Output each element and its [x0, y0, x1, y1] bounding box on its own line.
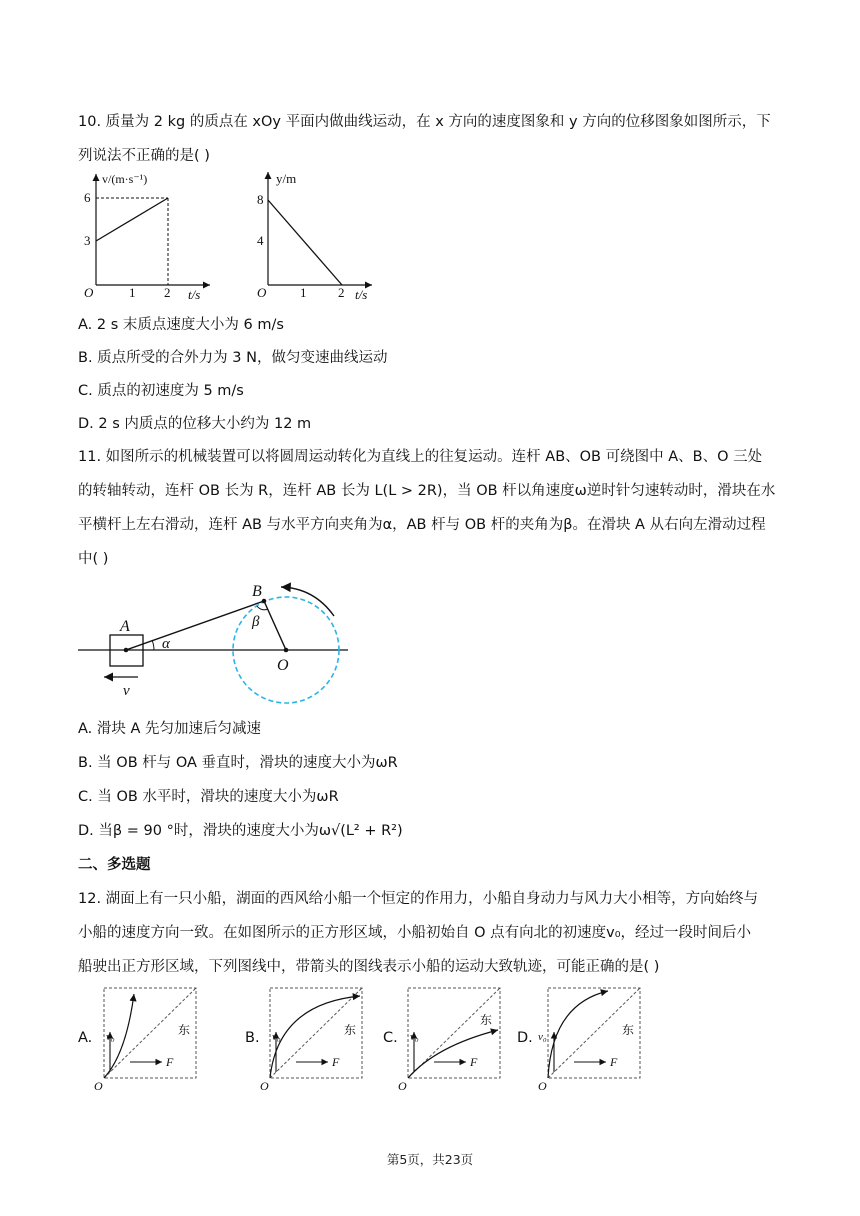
- y-graph-xlabel: t/s: [355, 287, 368, 302]
- svg-text:F: F: [332, 1055, 340, 1069]
- q10-stem-line-1: 10. 质量为 2 kg 的质点在 xOy 平面内做曲线运动，在 x 方向的速度图象和 y 方向的位移图象如图所示，下: [78, 114, 771, 130]
- v-graph-xtick-1: 1: [129, 285, 136, 300]
- q10-option-c: C. 质点的初速度为 5 m/s: [78, 383, 244, 399]
- rotation-direction-arrow: [281, 587, 334, 616]
- svg-text:东: 东: [344, 1023, 357, 1037]
- q10-displacement-graph: [254, 168, 384, 303]
- y-graph-ytick-4: 4: [257, 233, 264, 248]
- label-a: A: [120, 618, 130, 635]
- label-v: v: [123, 683, 130, 699]
- label-b: B: [252, 583, 262, 600]
- q11-stem-line-2: 的转轴转动，连杆 OB 长为 R，连杆 AB 长为 L(L > 2R)，当 OB 杆以角速度ω逆时针匀速转动时，滑块在水: [78, 483, 776, 499]
- svg-text:O: O: [260, 1079, 269, 1093]
- label-beta: β: [252, 614, 260, 630]
- v-graph-xlabel: t/s: [188, 287, 201, 302]
- q12-panel-c: [396, 984, 526, 1094]
- q10-option-d: D. 2 s 内质点的位移大小约为 12 m: [78, 416, 312, 432]
- svg-text:东: 东: [178, 1023, 191, 1037]
- v-graph-ylabel: v/(m·s⁻¹): [102, 172, 148, 186]
- q10-velocity-graph: [82, 168, 222, 303]
- svg-text:东: 东: [622, 1023, 635, 1037]
- angle-alpha-arc: [152, 640, 154, 650]
- y-graph-xtick-1: 1: [300, 285, 307, 300]
- v-graph-origin: O: [84, 285, 94, 300]
- v-graph-ytick-3: 3: [84, 233, 91, 248]
- q12-panel-b: [258, 984, 388, 1094]
- q12-panel-a: [92, 984, 222, 1094]
- y-graph-origin: O: [257, 285, 267, 300]
- svg-text:O: O: [538, 1079, 547, 1093]
- v-graph-ytick-6: 6: [84, 190, 91, 205]
- svg-text:v₀: v₀: [272, 1031, 281, 1043]
- q12-stem-line-2: 小船的速度方向一致。在如图所示的正方形区域，小船初始自 O 点有向北的初速度v₀，经过一段时间后小: [78, 925, 752, 941]
- svg-text:v₀: v₀: [410, 1031, 419, 1043]
- y-graph-ylabel: y/m: [276, 171, 297, 186]
- q11-stem-line-1: 11. 如图所示的机械装置可以将圆周运动转化为直线上的往复运动。连杆 AB、OB 可绕图中 A、B、O 三处: [78, 449, 763, 465]
- page-footer: 第5页，共23页: [386, 1152, 474, 1167]
- svg-text:东: 东: [480, 1013, 493, 1027]
- q11-option-d: D. 当β = 90 °时，滑块的速度大小为ω√(L² + R²): [78, 823, 403, 839]
- q12-panel-a-letter: A.: [78, 1030, 93, 1046]
- svg-text:F: F: [470, 1055, 478, 1069]
- q11-option-c: C. 当 OB 水平时，滑块的速度大小为ωR: [78, 789, 339, 805]
- svg-text:F: F: [166, 1055, 174, 1069]
- v-graph-line: [96, 198, 168, 241]
- svg-text:F: F: [610, 1055, 618, 1069]
- q12-stem-line-1: 12. 湖面上有一只小船，湖面的西风给小船一个恒定的作用力，小船自身动力与风力大小相等，方向始终与: [78, 891, 759, 907]
- y-graph-xtick-2: 2: [338, 285, 345, 300]
- svg-text:v₀: v₀: [538, 1031, 547, 1043]
- q12-panel-d: [536, 984, 666, 1094]
- v-graph-xtick-2: 2: [164, 285, 171, 300]
- q10-option-b: B. 质点所受的合外力为 3 N，做匀变速曲线运动: [78, 350, 388, 366]
- q12-panel-c-letter: C.: [383, 1030, 398, 1046]
- svg-text:O: O: [94, 1079, 103, 1093]
- q11-mechanism-figure: [76, 580, 366, 705]
- pivot-a: [124, 648, 129, 653]
- section-title: 二、多选题: [78, 857, 151, 873]
- q11-stem-line-3: 平横杆上左右滑动，连杆 AB 与水平方向夹角为α，AB 杆与 OB 杆的夹角为β。在滑块 A 从右向左滑动过程: [78, 517, 766, 533]
- rod-ob: [264, 601, 286, 650]
- q11-stem-line-4: 中( ): [78, 551, 109, 567]
- svg-text:v₀: v₀: [106, 1031, 115, 1043]
- y-graph-line: [268, 200, 342, 285]
- pivot-o: [284, 648, 289, 653]
- q10-option-a: A. 2 s 末质点速度大小为 6 m/s: [78, 317, 284, 333]
- q10-stem-line-2: 列说法不正确的是( ): [78, 148, 210, 164]
- q12-panel-b-letter: B.: [245, 1030, 260, 1046]
- q12-panel-d-letter: D.: [517, 1030, 533, 1046]
- q11-option-b: B. 当 OB 杆与 OA 垂直时，滑块的速度大小为ωR: [78, 755, 398, 771]
- q11-option-a: A. 滑块 A 先匀加速后匀减速: [78, 721, 262, 737]
- label-o: O: [277, 657, 289, 674]
- y-graph-ytick-8: 8: [257, 192, 264, 207]
- q12-stem-line-3: 船驶出正方形区域，下列图线中，带箭头的图线表示小船的运动大致轨迹，可能正确的是( ): [78, 959, 660, 975]
- pivot-b: [262, 599, 267, 604]
- svg-text:O: O: [398, 1079, 407, 1093]
- label-alpha: α: [162, 636, 170, 652]
- rod-ab: [126, 601, 264, 650]
